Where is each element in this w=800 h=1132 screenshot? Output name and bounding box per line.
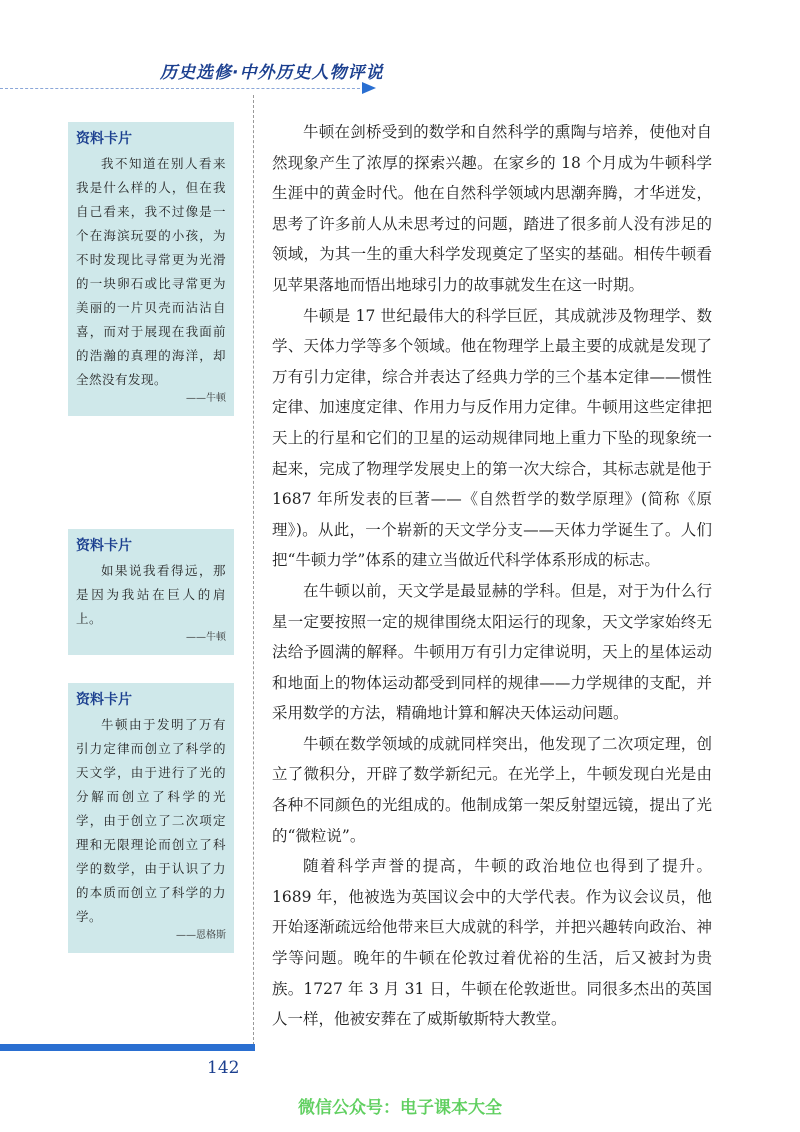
footer-accent-bar: [0, 1044, 255, 1051]
info-card-title: 资料卡片: [76, 692, 132, 708]
info-card-attribution: ——牛顿: [186, 632, 226, 643]
page-number: 142: [207, 1058, 240, 1078]
body-paragraph: 牛顿在剑桥受到的数学和自然科学的熏陶与培养，使他对自然现象产生了浓厚的探索兴趣。在家乡的 18 个月成为牛顿科学生涯中的黄金时代。他在自然科学领域内思潮奔腾，才华迸发，思考了许多前人从未思考过的问题，踏进了很多前人没有涉足的领域，为其一生的重大科学发现奠定了坚实的基础。相传牛顿看见苹果落地而悟出地球引力的故事就发生在这一时期。: [272, 123, 712, 294]
body-paragraph: 牛顿是 17 世纪最伟大的科学巨匠，其成就涉及物理学、数学、天体力学等多个领域。他在物理学上最主要的成就是发现了万有引力定律，综合并表达了经典力学的三个基本定律——惯性定律、加速度定律、作用力与反作用力定律。牛顿用这些定律把天上的行星和它们的卫星的运动规律同地上重力下坠的现象统一起来，完成了物理学发展史上的第一次大综合，其标志就是他于 1687 年所发表的巨著——《自然哲学的数学原理》(简称《原理》)。从此，一个崭新的天文学分支——天体力学诞生了。人们把“牛顿力学”体系的建立当做近代科学体系形成的标志。: [272, 306, 712, 570]
info-card-text: 如果说我看得远，那是因为我站在巨人的肩上。: [76, 563, 226, 626]
info-card-title: 资料卡片: [76, 538, 132, 554]
info-card-1: [68, 122, 234, 416]
info-card-2: [68, 529, 234, 655]
info-card-title: 资料卡片: [76, 131, 132, 147]
running-header-title: 历史选修·中外历史人物评说: [160, 63, 384, 83]
column-divider: [253, 95, 254, 1045]
watermark-text: 微信公众号：电子课本大全: [298, 1098, 502, 1118]
info-card-attribution: ——恩格斯: [176, 930, 226, 941]
main-text-column: [272, 117, 712, 1035]
body-paragraph: 在牛顿以前，天文学是最显赫的学科。但是，对于为什么行星一定要按照一定的规律围绕太阳运行的现象，天文学家始终无法给予圆满的解释。牛顿用万有引力定律说明，天上的星体运动和地面上的物体运动都受到同样的规律——力学规律的支配，并采用数学的方法，精确地计算和解决天体运动问题。: [272, 581, 712, 723]
body-paragraph: 牛顿在数学领域的成就同样突出，他发现了二次项定理，创立了微积分，开辟了数学新纪元。在光学上，牛顿发现白光是由各种不同颜色的光组成的。他制成第一架反射望远镜，提出了光的“微粒说”。: [272, 734, 712, 845]
header-dashed-line: [0, 88, 370, 89]
info-card-3: [68, 683, 234, 953]
body-paragraph: 随着科学声誉的提高，牛顿的政治地位也得到了提升。1689 年，他被选为英国议会中的大学代表。作为议会议员，他开始逐渐疏远给他带来巨大成就的科学，并把兴趣转向政治、神学等问题。晚年的牛顿在伦敦过着优裕的生活，后又被封为贵族。1727 年 3 月 31 日，牛顿在伦敦逝世。同很多杰出的英国人一样，他被安葬在了威斯敏斯特大教堂。: [272, 857, 712, 1029]
info-card-text: 牛顿由于发明了万有引力定律而创立了科学的天文学，由于进行了光的分解而创立了科学的光学，由于创立了二次项定理和无限理论而创立了科学的数学，由于认识了力的本质而创立了科学的力学。: [76, 717, 226, 924]
info-card-text: 我不知道在别人看来我是什么样的人，但在我自己看来，我不过像是一个在海滨玩耍的小孩，为不时发现比寻常更为光滑的一块卵石或比寻常更为美丽的一片贝壳而沾沾自喜，而对于展现在我面前的浩瀚的真理的海洋，却全然没有发现。: [76, 156, 226, 387]
info-card-attribution: ——牛顿: [186, 393, 226, 404]
header-arrow-icon: [362, 82, 376, 94]
